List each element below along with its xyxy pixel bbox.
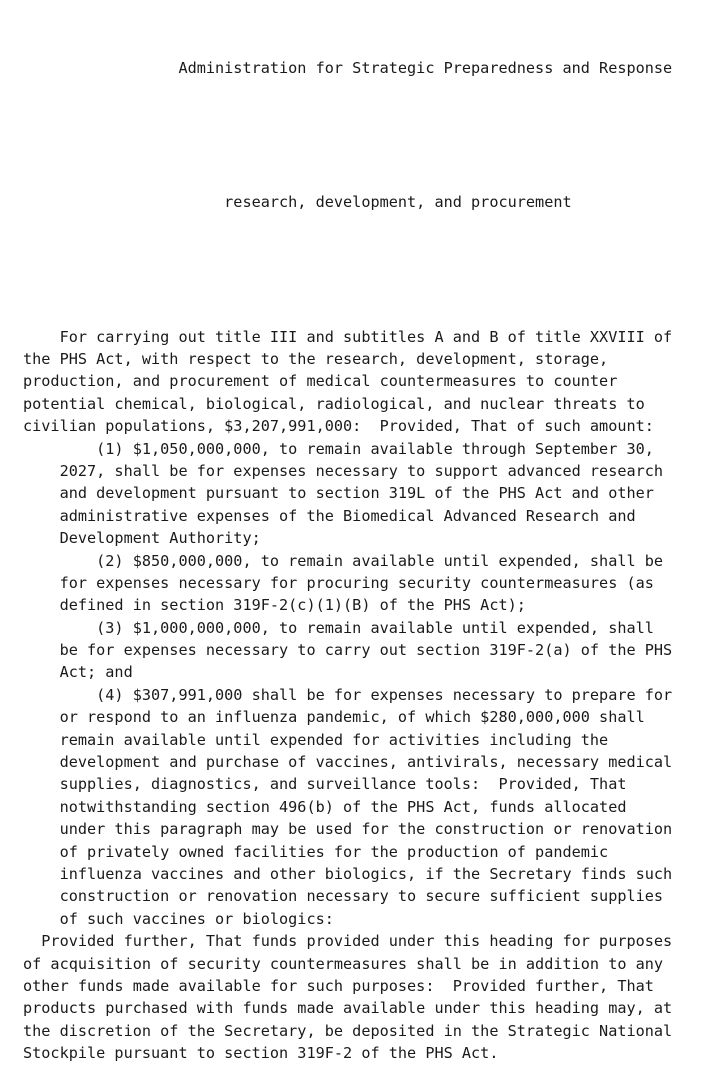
text-line: influenza vaccines and other biologics, if the Secretary finds such (23, 865, 673, 883)
text-line: and development pursuant to section 319L of the PHS Act and other (23, 484, 654, 503)
text-line: Act; and (23, 663, 133, 682)
text-line: Stockpile pursuant to section 319F-2 of the PHS Act. (23, 1044, 499, 1063)
text-line: other funds made available for such purposes: Provided further, That (23, 976, 654, 995)
text-line: civilian populations, $3,207,991,000: Provided, That of such amount: (23, 417, 654, 436)
text-line: the discretion of the Secretary, be deposited in the Strategic National (23, 1021, 673, 1040)
text-line: remain available until expended for activities including the (23, 730, 609, 749)
text-line: potential chemical, biological, radiological, and nuclear threats to (23, 394, 645, 413)
text-line: (4) $307,991,000 shall be for expenses necessary to prepare for (23, 685, 673, 704)
text-line: construction or renovation necessary to secure sufficient supplies (23, 887, 664, 906)
text-line: Provided further, That funds provided under this heading for purposes (23, 932, 673, 951)
account-subheading: research, development, and procurement (23, 193, 572, 212)
text-line: (2) $850,000,000, to remain available until expended, shall be (23, 551, 664, 570)
text-line: for expenses necessary for procuring security countermeasures (as (23, 573, 654, 592)
spacer (23, 258, 703, 280)
text-line: or respond to an influenza pandemic, of which $280,000,000 shall (23, 708, 645, 727)
spacer (23, 124, 703, 146)
text-line: (3) $1,000,000,000, to remain available until expended, shall (23, 618, 654, 637)
text-line: of such vaccines or biologics: (23, 909, 334, 928)
text-line: (1) $1,050,000,000, to remain available through September 30, (23, 439, 654, 458)
agency-heading: Administration for Strategic Preparedness and Response (23, 58, 673, 77)
text-line: 2027, shall be for expenses necessary to support advanced research (23, 461, 664, 480)
appropriation-text (23, 326, 703, 1065)
text-line: defined in section 319F-2(c)(1)(B) of the PHS Act); (23, 596, 526, 615)
text-line: products purchased with funds made available under this heading may, at (23, 999, 673, 1018)
text-line: of privately owned facilities for the production of pandemic (23, 842, 609, 861)
text-line: of acquisition of security countermeasures shall be in addition to any (23, 954, 664, 973)
text-line: be for expenses necessary to carry out section 319F-2(a) of the PHS (23, 641, 673, 660)
text-line: Development Authority; (23, 529, 261, 548)
text-line: the PHS Act, with respect to the research, development, storage, (23, 350, 609, 369)
text-line: under this paragraph may be used for the construction or renovation (23, 820, 673, 839)
text-line: For carrying out title III and subtitles A and B of title XXVIII of (23, 327, 673, 346)
text-line: supplies, diagnostics, and surveillance tools: Provided, That (23, 775, 627, 794)
document-body (23, 12, 703, 1087)
text-line: administrative expenses of the Biomedical Advanced Research and (23, 506, 636, 525)
text-line: notwithstanding section 496(b) of the PHS Act, funds allocated (23, 797, 627, 816)
text-line: production, and procurement of medical countermeasures to counter (23, 372, 618, 391)
text-line: development and purchase of vaccines, antivirals, necessary medical (23, 753, 673, 772)
